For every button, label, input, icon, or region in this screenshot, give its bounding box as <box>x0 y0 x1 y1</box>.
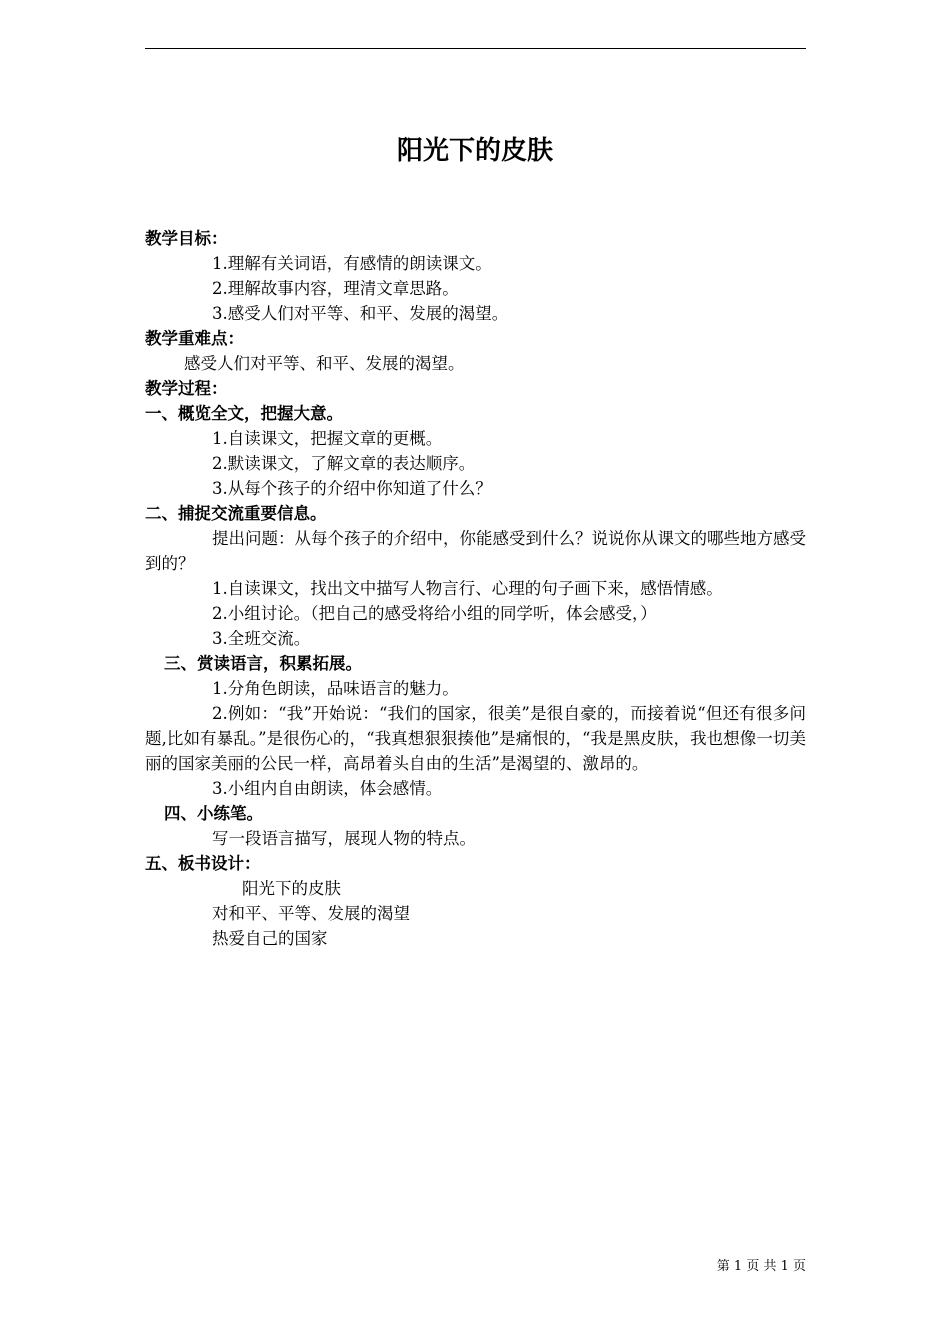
section-1-heading: 一、概览全文，把握大意。 <box>145 404 343 423</box>
section-3-heading: 三、赏读语言，积累拓展。 <box>164 654 362 673</box>
section-3-example: 2.例如：“我”开始说：“我们的国家，很美”是很自豪的，而接着说“但还有很多问题,比如有暴乱。”是很伤心的，“我真想狠狠揍他”是痛恨的，“我是黑皮肤，我也想像一切美丽的国家美丽的公民一样，高昂着头自由的生活”是渴望的、激昂的。 <box>145 704 806 773</box>
section-4-heading: 四、小练笔。 <box>164 804 263 823</box>
page-number: 第 1 页 共 1 页 <box>716 1259 806 1274</box>
process-heading: 教学过程： <box>145 379 228 398</box>
header-rule <box>145 48 806 49</box>
section-5-heading: 五、板书设计： <box>145 854 261 873</box>
goals-heading: 教学目标： <box>145 229 228 248</box>
section-4-text: 写一段语言描写，展现人物的特点。 <box>212 829 476 848</box>
section-3-item: 3.小组内自由朗读，体会感情。 <box>212 779 443 798</box>
goal-item: 1.理解有关词语，有感情的朗读课文。 <box>212 254 492 273</box>
board-title: 阳光下的皮肤 <box>242 879 341 898</box>
section-1-item: 2.默读课文，了解文章的表达顺序。 <box>212 454 476 473</box>
section-2-item: 2.小组讨论。（把自己的感受将给小组的同学听，体会感受，） <box>212 604 657 623</box>
section-2-item: 1.自读课文，找出文中描写人物言行、心理的句子画下来，感悟情感。 <box>212 579 723 598</box>
page-title: 阳光下的皮肤 <box>396 136 553 166</box>
section-1-item: 3.从每个孩子的介绍中你知道了什么？ <box>212 479 492 498</box>
key-heading: 教学重难点： <box>145 329 244 348</box>
section-2-item: 3.全班交流。 <box>212 629 311 648</box>
key-text: 感受人们对平等、和平、发展的渴望。 <box>184 354 465 373</box>
section-3-item: 1.分角色朗读，品味语言的魅力。 <box>212 679 459 698</box>
section-2-intro: 提出问题：从每个孩子的介绍中，你能感受到什么？说说你从课文的哪些地方感受到的？ <box>145 529 806 573</box>
document-body <box>145 226 806 951</box>
board-line: 热爱自己的国家 <box>212 929 328 948</box>
goal-item: 2.理解故事内容，理清文章思路。 <box>212 279 459 298</box>
board-line: 对和平、平等、发展的渴望 <box>212 904 410 923</box>
section-1-item: 1.自读课文，把握文章的更概。 <box>212 429 443 448</box>
goal-item: 3.感受人们对平等、和平、发展的渴望。 <box>212 304 509 323</box>
section-2-heading: 二、捕捉交流重要信息。 <box>145 504 327 523</box>
